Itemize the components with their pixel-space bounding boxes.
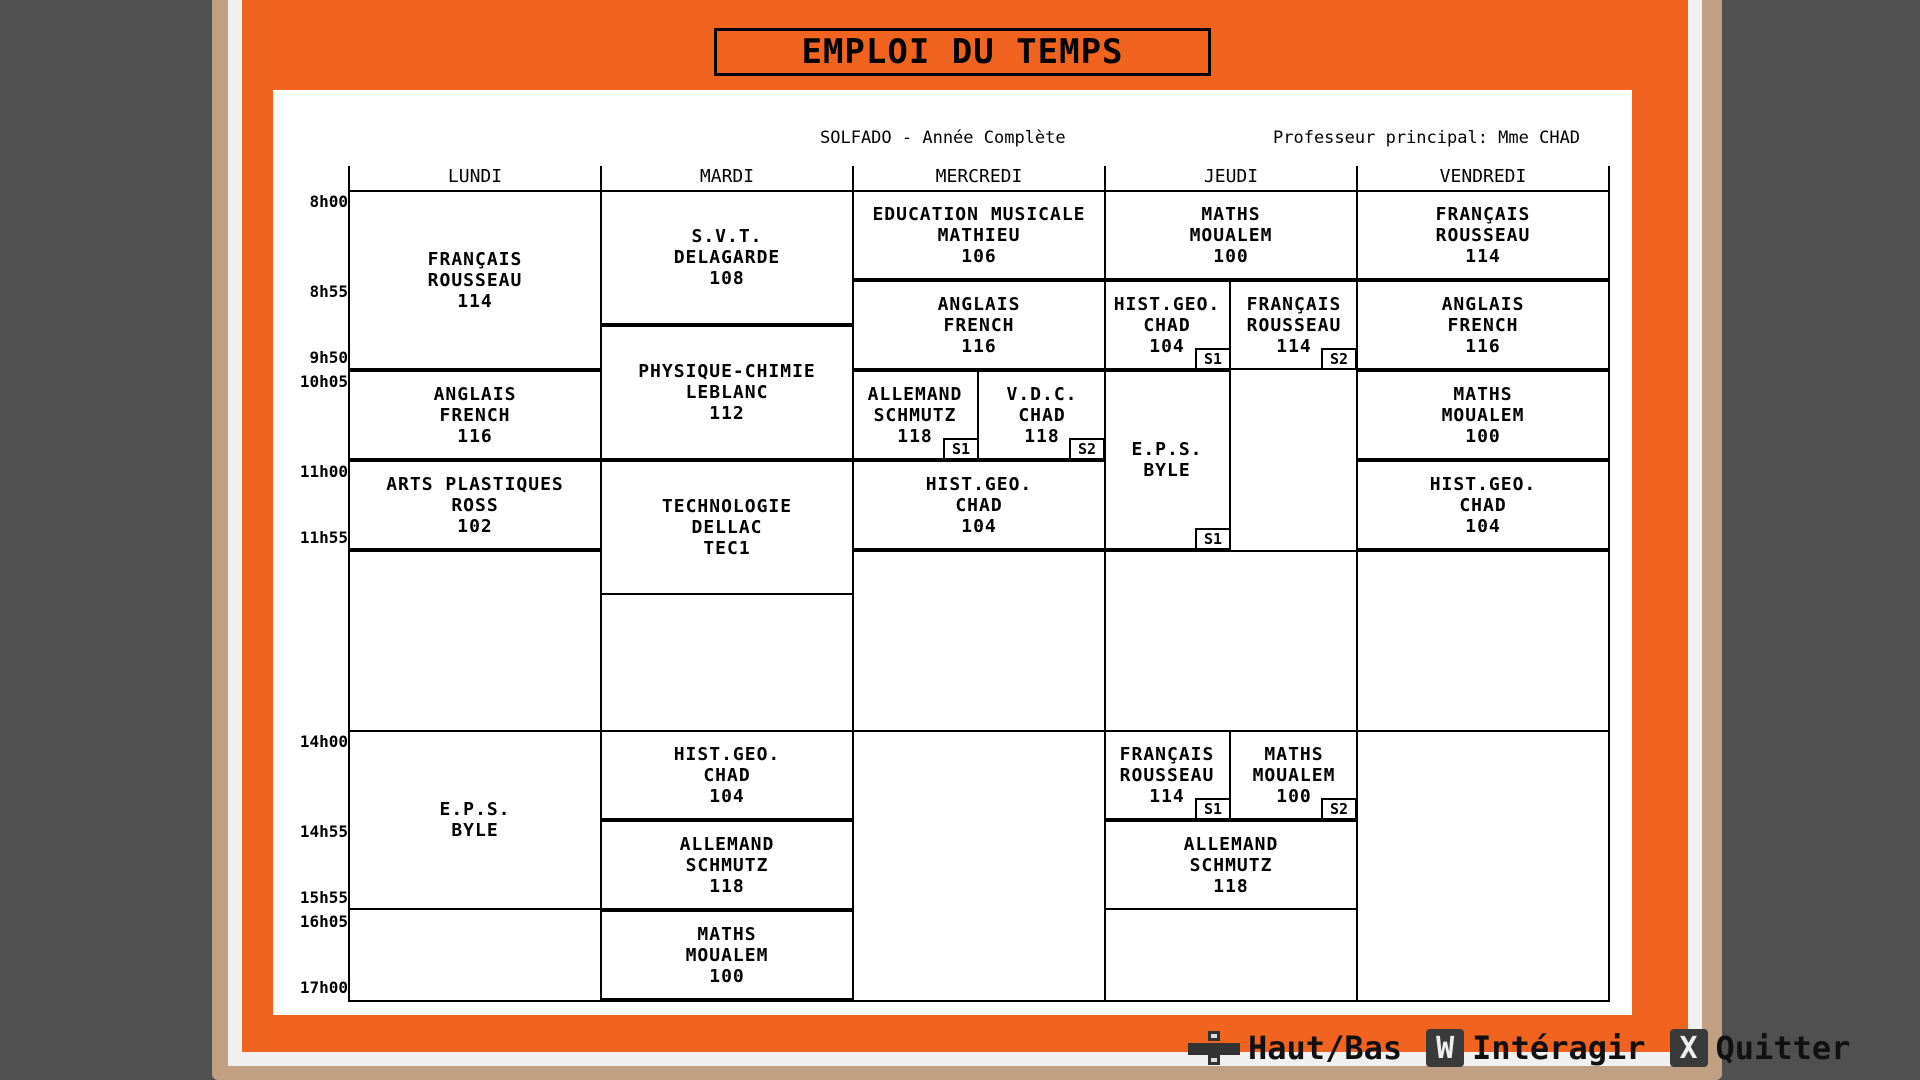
session-subject: FRANÇAIS bbox=[1435, 203, 1531, 225]
grid-break-line bbox=[853, 730, 1105, 732]
session-teacher: MOUALEM bbox=[1189, 224, 1273, 246]
quit-hint[interactable] bbox=[1670, 1029, 1851, 1067]
session-subject: E.P.S. bbox=[1131, 439, 1203, 460]
session-subject: ALLEMAND bbox=[867, 383, 963, 405]
session-cell[interactable] bbox=[853, 460, 1105, 550]
time-label: 14h00 bbox=[299, 732, 348, 751]
session-teacher: SCHMUTZ bbox=[873, 404, 957, 426]
session-subject: PHYSIQUE-CHIMIE bbox=[638, 361, 816, 382]
session-cell[interactable] bbox=[1105, 820, 1357, 910]
session-cell[interactable] bbox=[1357, 190, 1609, 280]
session-room: 114 bbox=[1149, 785, 1185, 807]
group-tag: S2 bbox=[1321, 798, 1357, 820]
session-room: TEC1 bbox=[703, 538, 751, 559]
session-teacher: SCHMUTZ bbox=[685, 854, 769, 876]
session-cell[interactable] bbox=[601, 820, 853, 910]
page-title: EMPLOI DU TEMPS bbox=[714, 28, 1211, 76]
day-header-mardi: MARDI bbox=[699, 166, 755, 187]
session-subject: HIST.GEO. bbox=[673, 743, 781, 765]
session-teacher: CHAD bbox=[703, 764, 751, 786]
session-teacher: DELLAC bbox=[691, 517, 763, 538]
session-room: 114 bbox=[457, 290, 493, 312]
session-room: 100 bbox=[1213, 245, 1249, 267]
session-teacher: MATHIEU bbox=[937, 224, 1021, 246]
time-label: 11h00 bbox=[299, 462, 348, 481]
time-label: 9h50 bbox=[309, 348, 348, 367]
session-cell[interactable] bbox=[601, 460, 853, 595]
day-header-mercredi: MERCREDI bbox=[935, 166, 1023, 187]
time-label: 17h00 bbox=[299, 978, 348, 997]
session-room: 100 bbox=[1465, 425, 1501, 447]
session-teacher: ROUSSEAU bbox=[427, 269, 523, 291]
session-cell[interactable] bbox=[853, 280, 1105, 370]
session-cell[interactable] bbox=[1105, 370, 1231, 550]
session-subject: FRANÇAIS bbox=[427, 248, 523, 270]
session-cell[interactable] bbox=[601, 325, 853, 460]
controls-bar bbox=[1188, 1028, 1864, 1068]
session-room: 118 bbox=[1024, 425, 1060, 447]
time-label: 8h55 bbox=[309, 282, 348, 301]
session-room: 104 bbox=[1465, 515, 1501, 537]
session-subject: ANGLAIS bbox=[433, 383, 517, 405]
session-subject: ARTS PLASTIQUES bbox=[386, 473, 564, 495]
grid-break-line bbox=[1357, 550, 1609, 552]
session-teacher: MOUALEM bbox=[1252, 764, 1336, 786]
time-label: 16h05 bbox=[299, 912, 348, 931]
session-subject: MATHS bbox=[1453, 383, 1513, 405]
day-header-jeudi: JEUDI bbox=[1203, 166, 1259, 187]
interact-label: Intéragir bbox=[1472, 1029, 1646, 1067]
session-teacher: ROUSSEAU bbox=[1119, 764, 1215, 786]
group-tag: S2 bbox=[1321, 348, 1357, 370]
session-teacher: BYLE bbox=[451, 820, 499, 841]
time-label: 10h05 bbox=[299, 372, 348, 391]
session-subject: FRANÇAIS bbox=[1246, 293, 1342, 315]
session-room: 104 bbox=[961, 515, 997, 537]
session-teacher: FRENCH bbox=[439, 404, 511, 426]
session-teacher: CHAD bbox=[1459, 494, 1507, 516]
session-subject: ANGLAIS bbox=[937, 293, 1021, 315]
updown-label: Haut/Bas bbox=[1248, 1029, 1403, 1067]
grid-break-line bbox=[1357, 730, 1609, 732]
session-subject: MATHS bbox=[1201, 203, 1261, 225]
group-tag: S1 bbox=[1195, 528, 1231, 550]
time-label: 11h55 bbox=[299, 528, 348, 547]
session-subject: TECHNOLOGIE bbox=[661, 496, 793, 517]
session-room: 102 bbox=[457, 515, 493, 537]
w-key-icon: W bbox=[1426, 1029, 1464, 1067]
session-subject: ANGLAIS bbox=[1441, 293, 1525, 315]
session-teacher: LEBLANC bbox=[685, 382, 769, 403]
session-teacher: CHAD bbox=[1018, 404, 1066, 426]
time-label: 15h55 bbox=[299, 888, 348, 907]
session-room: 106 bbox=[961, 245, 997, 267]
session-subject: EDUCATION MUSICALE bbox=[872, 203, 1086, 225]
time-label: 14h55 bbox=[299, 822, 348, 841]
grid-break-line bbox=[1105, 550, 1357, 552]
session-room: 112 bbox=[709, 403, 745, 424]
session-teacher: ROUSSEAU bbox=[1246, 314, 1342, 336]
session-room: 114 bbox=[1465, 245, 1501, 267]
dpad-icon bbox=[1188, 1031, 1240, 1065]
session-cell[interactable] bbox=[349, 460, 601, 550]
session-room: 116 bbox=[961, 335, 997, 357]
session-subject: HIST.GEO. bbox=[1113, 293, 1221, 315]
session-room: 114 bbox=[1276, 335, 1312, 357]
group-tag: S1 bbox=[943, 438, 979, 460]
session-teacher: ROSS bbox=[451, 494, 499, 516]
session-room: 108 bbox=[709, 268, 745, 289]
group-tag: S2 bbox=[1069, 438, 1105, 460]
session-cell[interactable] bbox=[601, 730, 853, 820]
grid-bottom-line bbox=[349, 1000, 1609, 1002]
session-subject: S.V.T. bbox=[691, 226, 763, 247]
session-teacher: MOUALEM bbox=[1441, 404, 1525, 426]
session-subject: V.D.C. bbox=[1006, 383, 1078, 405]
session-room: 104 bbox=[709, 785, 745, 807]
day-header-lundi: LUNDI bbox=[447, 166, 503, 187]
session-teacher: CHAD bbox=[1143, 314, 1191, 336]
session-teacher: ROUSSEAU bbox=[1435, 224, 1531, 246]
updown-hint[interactable] bbox=[1188, 1029, 1402, 1067]
session-cell[interactable] bbox=[601, 190, 853, 325]
session-teacher: SCHMUTZ bbox=[1189, 854, 1273, 876]
session-teacher: FRENCH bbox=[943, 314, 1015, 336]
session-cell[interactable] bbox=[601, 910, 853, 1000]
time-label: 8h00 bbox=[309, 192, 348, 211]
session-subject: HIST.GEO. bbox=[1429, 473, 1537, 495]
session-room: 118 bbox=[897, 425, 933, 447]
session-teacher: BYLE bbox=[1143, 460, 1191, 481]
session-subject: ALLEMAND bbox=[1183, 833, 1279, 855]
class-info: SOLFADO - Année Complète bbox=[820, 128, 1066, 148]
group-tag: S1 bbox=[1195, 798, 1231, 820]
session-teacher: FRENCH bbox=[1447, 314, 1519, 336]
session-subject: ALLEMAND bbox=[679, 833, 775, 855]
day-header-vendredi: VENDREDI bbox=[1439, 166, 1527, 187]
session-teacher: DELAGARDE bbox=[673, 247, 781, 268]
x-key-icon: X bbox=[1670, 1029, 1708, 1067]
session-subject: MATHS bbox=[697, 923, 757, 945]
quit-label: Quitter bbox=[1715, 1029, 1851, 1067]
session-cell[interactable] bbox=[349, 370, 601, 460]
session-room: 118 bbox=[1213, 875, 1249, 897]
session-cell[interactable] bbox=[1105, 190, 1357, 280]
session-cell[interactable] bbox=[349, 190, 601, 370]
session-teacher: CHAD bbox=[955, 494, 1003, 516]
session-room: 100 bbox=[709, 965, 745, 987]
group-tag: S1 bbox=[1195, 348, 1231, 370]
session-cell[interactable] bbox=[853, 190, 1105, 280]
session-cell[interactable] bbox=[1357, 370, 1609, 460]
grid-break-line bbox=[349, 550, 601, 552]
session-subject: FRANÇAIS bbox=[1119, 743, 1215, 765]
session-room: 116 bbox=[1465, 335, 1501, 357]
session-room: 104 bbox=[1149, 335, 1185, 357]
session-room: 116 bbox=[457, 425, 493, 447]
teacher-info: Professeur principal: Mme CHAD bbox=[1273, 128, 1581, 148]
session-cell[interactable] bbox=[1357, 460, 1609, 550]
interact-hint[interactable] bbox=[1426, 1029, 1645, 1067]
session-subject: HIST.GEO. bbox=[925, 473, 1033, 495]
session-subject: MATHS bbox=[1264, 743, 1324, 765]
session-room: 118 bbox=[709, 875, 745, 897]
session-cell[interactable] bbox=[1357, 280, 1609, 370]
session-subject: E.P.S. bbox=[439, 799, 511, 820]
grid-break-line bbox=[853, 550, 1105, 552]
session-cell[interactable] bbox=[349, 730, 601, 910]
session-room: 100 bbox=[1276, 785, 1312, 807]
session-teacher: MOUALEM bbox=[685, 944, 769, 966]
